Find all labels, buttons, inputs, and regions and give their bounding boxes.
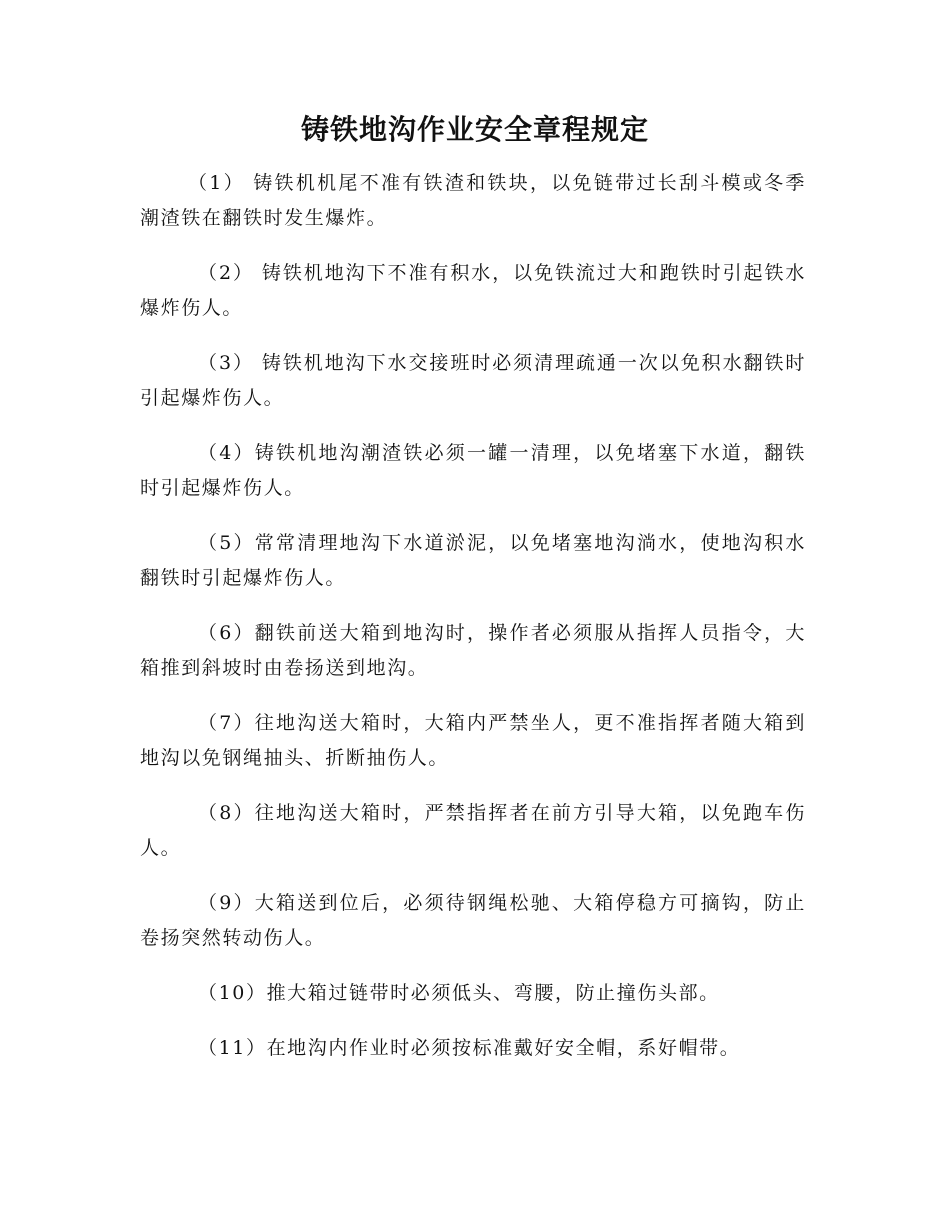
paragraph-8: （8）往地沟送大箱时，严禁指挥者在前方引导大箱，以免跑车伤人。 bbox=[140, 802, 806, 859]
paragraph-9: （9）大箱送到位后，必须待钢绳松驰、大箱停稳方可摘钩，防止卷扬突然转动伤人。 bbox=[140, 892, 806, 949]
paragraph-2: （2） 铸铁机地沟下不准有积水，以免铁流过大和跑铁时引起铁水爆炸伤人。 bbox=[140, 262, 806, 319]
paragraph-1: （1） 铸铁机机尾不准有铁渣和铁块，以免链带过长刮斗模或冬季潮渣铁在翻铁时发生爆炸。 bbox=[140, 172, 806, 229]
paragraph-10: （10）推大箱过链带时必须低头、弯腰，防止撞伤头部。 bbox=[198, 982, 720, 1004]
paragraph-3: （3） 铸铁机地沟下水交接班时必须清理疏通一次以免积水翻铁时引起爆炸伤人。 bbox=[140, 352, 806, 409]
paragraph-5: （5）常常清理地沟下水道淤泥，以免堵塞地沟淌水，使地沟积水翻铁时引起爆炸伤人。 bbox=[140, 532, 806, 589]
document-title: 铸铁地沟作业安全章程规定 bbox=[300, 113, 649, 146]
paragraph-7: （7）往地沟送大箱时，大箱内严禁坐人，更不准指挥者随大箱到地沟以免钢绳抽头、折断抽伤人。 bbox=[140, 712, 806, 769]
paragraph-11: （11）在地沟内作业时必须按标准戴好安全帽，系好帽带。 bbox=[198, 1037, 741, 1059]
document-body bbox=[140, 166, 806, 1086]
paragraph-4: （4）铸铁机地沟潮渣铁必须一罐一清理，以免堵塞下水道，翻铁时引起爆炸伤人。 bbox=[140, 442, 806, 499]
paragraph-6: （6）翻铁前送大箱到地沟时，操作者必须服从指挥人员指令，大箱推到斜坡时由卷扬送到地沟。 bbox=[140, 622, 806, 679]
